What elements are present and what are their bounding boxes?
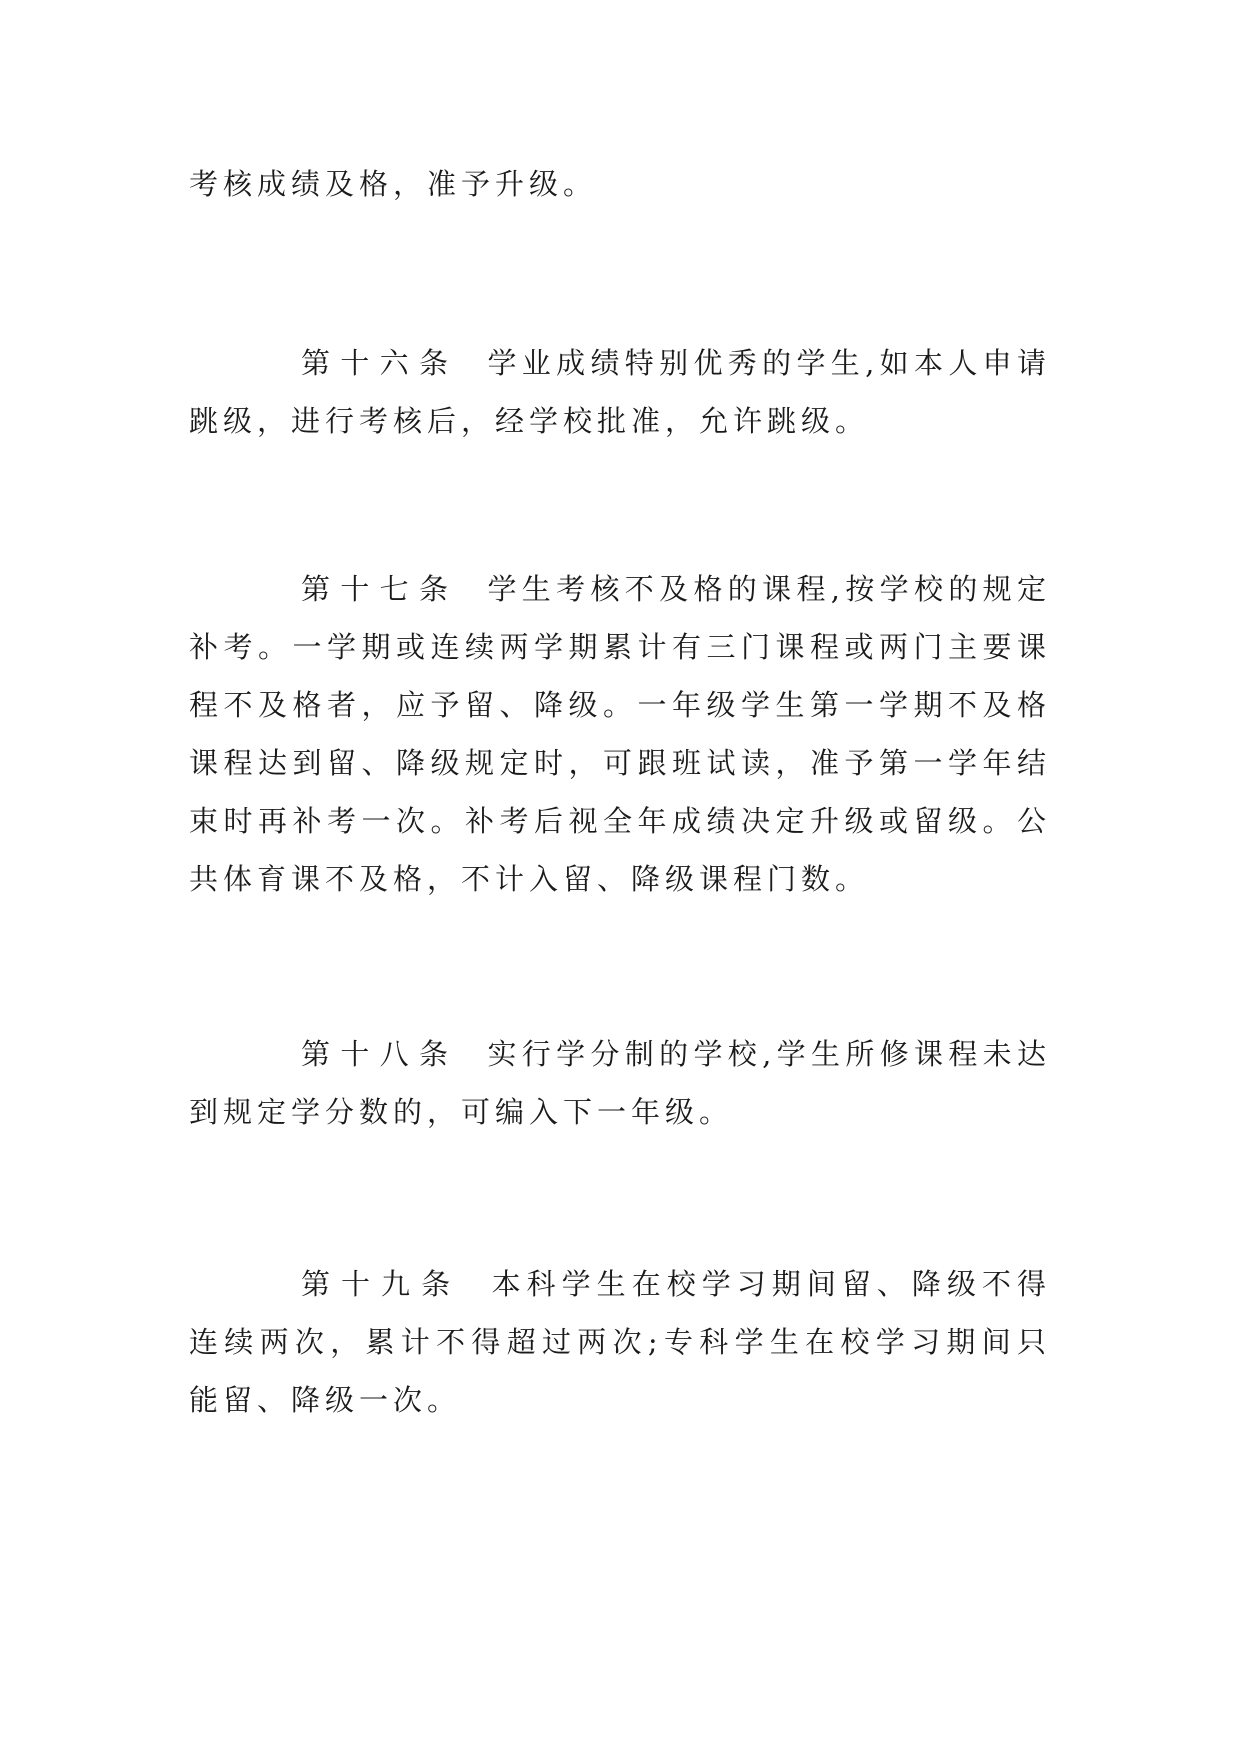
article-17-paragraph [189, 560, 1051, 908]
article-18-paragraph [189, 1025, 1051, 1141]
article-number: 第十六条 [301, 346, 459, 380]
continuation-paragraph: 考核成绩及格，准予升级。 [189, 167, 598, 201]
article-number: 第十九条 [301, 1267, 462, 1301]
article-19-paragraph [189, 1255, 1051, 1429]
article-number: 第十七条 [301, 572, 459, 606]
article-number: 第十八条 [301, 1037, 459, 1071]
article-16-paragraph [189, 334, 1051, 450]
article-text: 学业成绩特别优秀的学生,如本人申请跳级，进行考核后，经学校批准，允许跳级。 [189, 346, 1051, 438]
article-text: 实行学分制的学校,学生所修课程未达到规定学分数的，可编入下一年级。 [189, 1037, 1051, 1129]
article-text: 本科学生在校学习期间留、降级不得连续两次，累计不得超过两次;专科学生在校学习期间只能留、降级一次。 [189, 1267, 1051, 1417]
article-text: 学生考核不及格的课程,按学校的规定补考。一学期或连续两学期累计有三门课程或两门主要课程不及格者，应予留、降级。一年级学生第一学期不及格课程达到留、降级规定时，可跟班试读，准予第一学年结束时再补考一次。补考后视全年成绩决定升级或留级。公共体育课不及格，不计入留、降级课程门数。 [189, 572, 1051, 896]
